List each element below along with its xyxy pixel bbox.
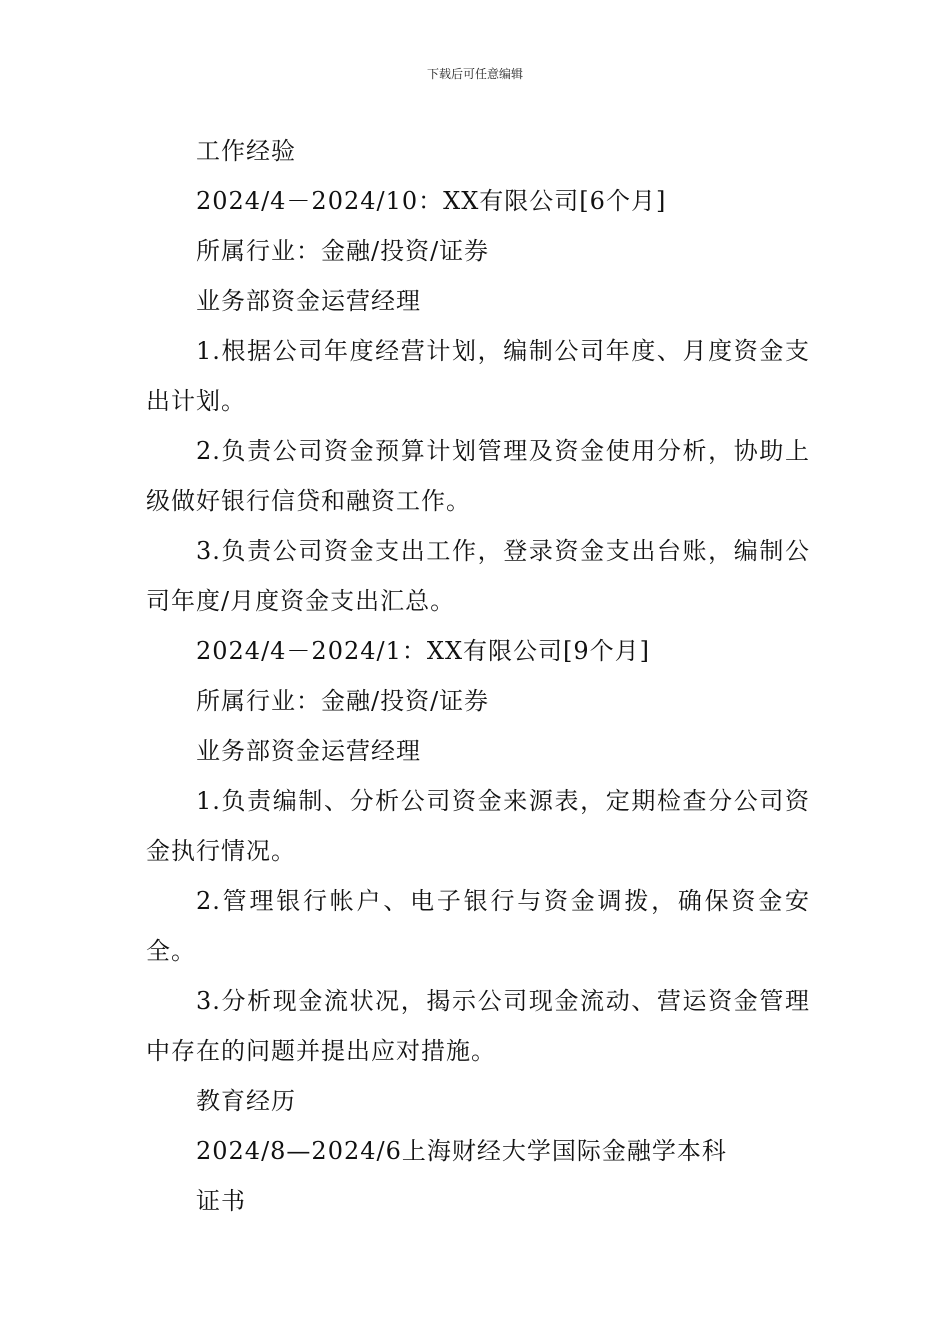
job2-duty-1: 1.负责编制、分析公司资金来源表，定期检查分公司资金执行情况。 — [146, 787, 810, 865]
job1-position: 业务部资金运营经理 — [196, 287, 421, 315]
job1-industry: 所属行业：金融/投资/证券 — [196, 237, 490, 265]
job2-duty-3: 3.分析现金流状况，揭示公司现金流动、营运资金管理中存在的问题并提出应对措施。 — [146, 987, 810, 1065]
education-entry: 2024/8—2024/6上海财经大学国际金融学本科 — [196, 1137, 727, 1165]
job1-duty-2: 2.负责公司资金预算计划管理及资金使用分析，协助上级做好银行信贷和融资工作。 — [146, 437, 810, 515]
education-heading: 教育经历 — [196, 1087, 296, 1115]
job2-period: 2024/4－2024/1：XX有限公司[9个月] — [196, 637, 651, 665]
job1-duty-3: 3.负责公司资金支出工作，登录资金支出台账，编制公司年度/月度资金支出汇总。 — [146, 537, 810, 615]
header-note: 下载后可任意编辑 — [426, 67, 523, 81]
job1-duty-1: 1.根据公司年度经营计划，编制公司年度、月度资金支出计划。 — [146, 337, 810, 415]
work-experience-heading: 工作经验 — [196, 137, 296, 165]
certificate-heading: 证书 — [196, 1187, 246, 1215]
resume-body — [146, 126, 810, 1226]
job1-period: 2024/4－2024/10：XX有限公司[6个月] — [196, 187, 667, 215]
job2-duty-2: 2.管理银行帐户、电子银行与资金调拨，确保资金安全。 — [146, 887, 810, 965]
job2-industry: 所属行业：金融/投资/证券 — [196, 687, 490, 715]
job2-position: 业务部资金运营经理 — [196, 737, 421, 765]
